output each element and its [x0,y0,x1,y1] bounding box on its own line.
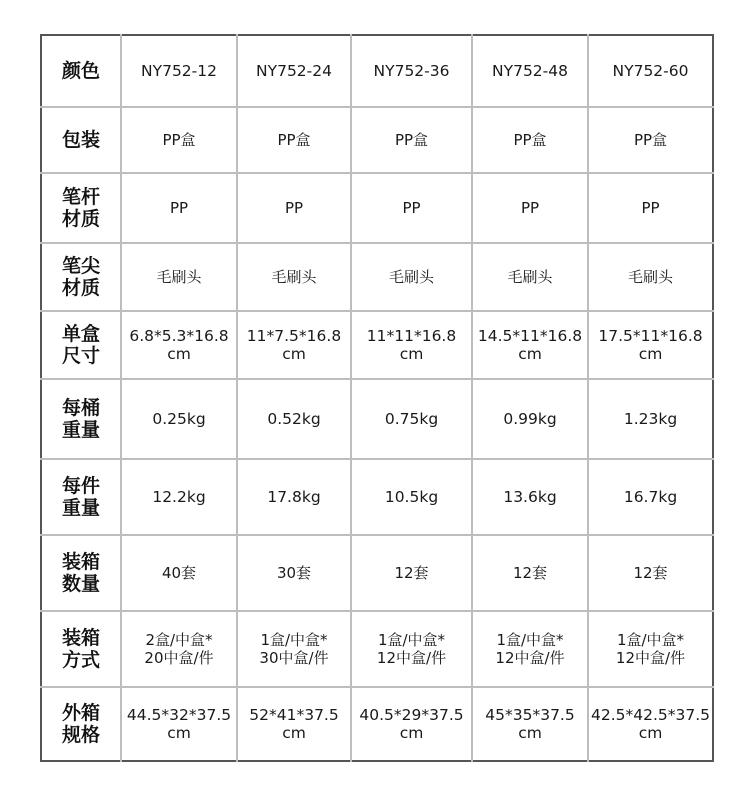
row-label-text: 笔杆 材质 [61,186,100,230]
model-cell [121,35,237,107]
table-cell [121,611,237,687]
table-cell [472,243,588,311]
cell-value: 毛刷头 [627,268,673,286]
table-cell [351,459,472,535]
cell-value: 40.5*29*37.5 cm [359,706,464,742]
row-label-text: 笔尖 材质 [61,255,100,299]
table-cell [351,687,472,761]
table-cell [588,611,713,687]
row-label-text: 每件 重量 [61,475,100,519]
cell-value: 17.8kg [267,488,321,506]
cell-value: 12.2kg [152,488,206,506]
row-label [41,611,121,687]
cell-value: 1盒/中盒* 12中盒/件 [615,631,686,667]
table-cell [588,687,713,761]
table-row-packing-quantity [41,535,713,611]
table-cell [237,611,351,687]
model-name: NY752-36 [373,62,450,80]
cell-value: 6.8*5.3*16.8 cm [129,327,229,363]
table-row-carton-size [41,687,713,761]
table-cell [121,459,237,535]
table-row-carton-weight [41,459,713,535]
table-row-packaging [41,107,713,173]
table-cell [351,173,472,243]
model-cell [472,35,588,107]
table-cell [588,173,713,243]
model-name: NY752-48 [492,62,568,80]
table-cell [237,379,351,459]
cell-value: 10.5kg [384,488,439,506]
cell-value: 0.52kg [267,410,321,428]
cell-value: 毛刷头 [388,268,434,286]
table-cell [121,243,237,311]
table-cell [121,311,237,379]
table-header-row [41,35,713,107]
row-label [41,379,121,459]
table-cell [472,173,588,243]
cell-value: PP [641,199,660,217]
product-spec-table [40,34,714,762]
cell-value: 2盒/中盒* 20中盒/件 [144,631,214,667]
table-cell [588,107,713,173]
table-cell [121,687,237,761]
row-label [41,535,121,611]
table-cell [588,243,713,311]
cell-value: 毛刷头 [156,268,202,286]
row-label-text: 外箱 规格 [61,702,100,746]
cell-value: 14.5*11*16.8 cm [477,327,583,363]
model-cell [588,35,713,107]
table-cell [237,311,351,379]
cell-value: 0.75kg [384,410,439,428]
table-cell [472,611,588,687]
model-cell [351,35,472,107]
row-label-text: 装箱 方式 [61,627,100,671]
table-cell [237,459,351,535]
model-cell [237,35,351,107]
cell-value: PP [520,199,540,217]
cell-value: 1盒/中盒* 30中盒/件 [259,631,329,667]
cell-value: 0.99kg [503,410,557,428]
table-row-barrel-material [41,173,713,243]
table-cell [351,243,472,311]
table-cell [237,687,351,761]
cell-value: 0.25kg [152,410,206,428]
cell-value: 44.5*32*37.5 cm [126,706,232,742]
row-label-text: 装箱 数量 [61,551,100,595]
row-label-text: 包装 [61,129,100,151]
table-cell [351,535,472,611]
cell-value: PP [169,199,189,217]
cell-value: 1.23kg [623,410,678,428]
cell-value: 毛刷头 [507,268,553,286]
model-name: NY752-60 [612,62,689,80]
table-cell [351,311,472,379]
row-label [41,459,121,535]
cell-value: PP盒 [394,131,429,149]
cell-value: PP [284,199,304,217]
cell-value: 42.5*42.5*37.5 cm [590,706,711,742]
cell-value: 12套 [394,564,429,582]
cell-value: 毛刷头 [271,268,317,286]
table-cell [237,173,351,243]
cell-value: 13.6kg [503,488,557,506]
model-name: NY752-12 [141,62,217,80]
row-label-text: 每桶 重量 [61,397,100,441]
cell-value: PP盒 [513,131,547,149]
cell-value: 1盒/中盒* 12中盒/件 [495,631,565,667]
cell-value: 52*41*37.5 cm [249,706,339,742]
cell-value: 16.7kg [623,488,678,506]
cell-value: 45*35*37.5 cm [485,706,575,742]
row-label-text: 单盒 尺寸 [61,323,100,367]
table-cell [237,243,351,311]
table-cell [588,311,713,379]
row-label [41,311,121,379]
table-row-packing-method [41,611,713,687]
model-name: NY752-24 [256,62,332,80]
row-label [41,107,121,173]
row-label-text: 颜色 [61,60,100,82]
row-label [41,243,121,311]
table-cell [351,379,472,459]
table-cell [121,173,237,243]
cell-value: 11*7.5*16.8 cm [246,327,342,363]
table-cell [351,611,472,687]
table-row-box-size [41,311,713,379]
table-cell [237,535,351,611]
cell-value: 11*11*16.8 cm [366,327,457,363]
table-row-bucket-weight [41,379,713,459]
cell-value: PP盒 [633,131,668,149]
row-label [41,173,121,243]
table-cell [588,379,713,459]
table-cell [472,379,588,459]
table-cell [351,107,472,173]
cell-value: PP盒 [162,131,196,149]
table-cell [237,107,351,173]
cell-value: 17.5*11*16.8 cm [598,327,703,363]
table-cell [121,379,237,459]
cell-value: 30套 [276,564,312,582]
cell-value: PP [402,199,421,217]
table-cell [472,459,588,535]
table-cell [472,535,588,611]
table-cell [121,107,237,173]
table-cell [588,535,713,611]
table-cell [121,535,237,611]
cell-value: 1盒/中盒* 12中盒/件 [376,631,447,667]
table-cell [472,687,588,761]
cell-value: 40套 [161,564,197,582]
table-cell [588,459,713,535]
row-label [41,687,121,761]
cell-value: PP盒 [277,131,311,149]
cell-value: 12套 [512,564,548,582]
table-cell [472,311,588,379]
cell-value: 12套 [633,564,668,582]
table-cell [472,107,588,173]
row-label-color [41,35,121,107]
table-row-tip-material [41,243,713,311]
